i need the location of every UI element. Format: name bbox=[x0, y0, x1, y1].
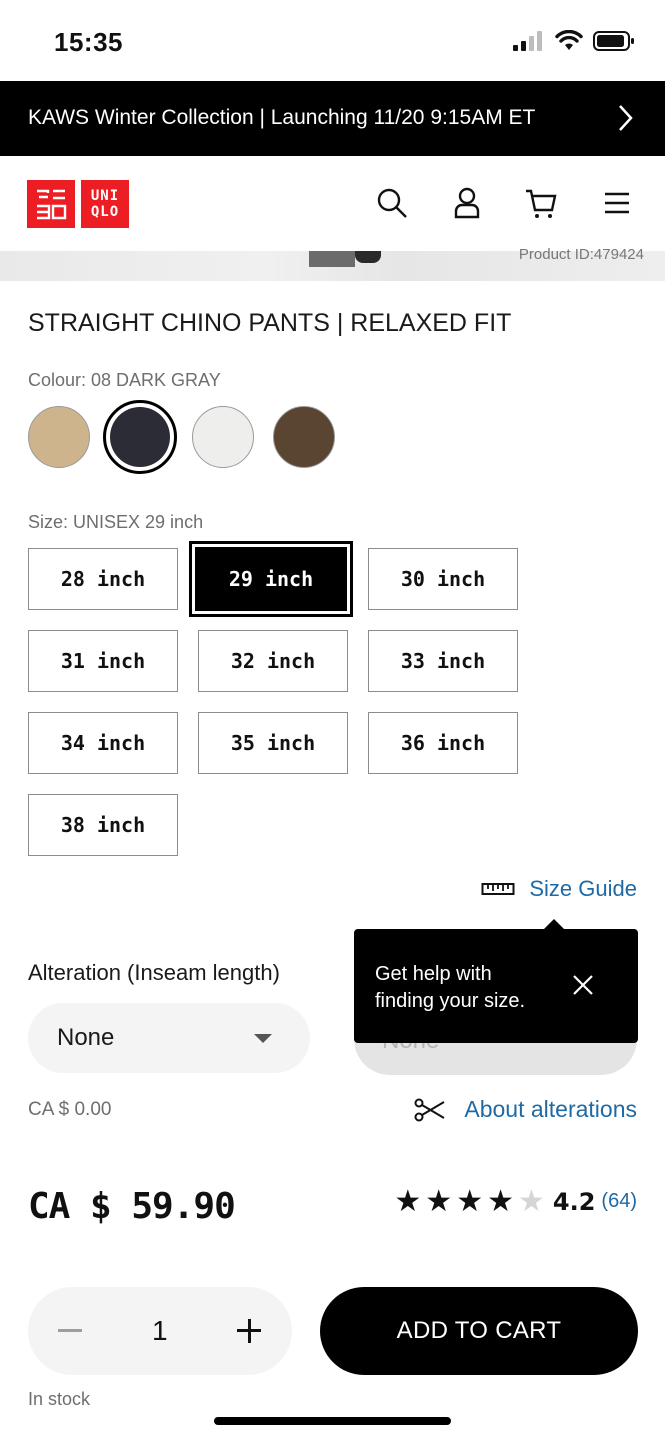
image-indicator bbox=[309, 251, 355, 267]
tooltip-text: Get help with finding your size. bbox=[375, 963, 526, 1012]
ruler-icon bbox=[481, 881, 515, 897]
cart-icon[interactable] bbox=[524, 186, 558, 220]
size-option-34-inch[interactable]: 34 inch bbox=[28, 712, 178, 774]
size-option-38-inch[interactable]: 38 inch bbox=[28, 794, 178, 856]
search-icon[interactable] bbox=[375, 186, 409, 220]
colour-swatch-off-white[interactable] bbox=[192, 406, 254, 468]
logo-katakana bbox=[27, 180, 75, 228]
about-alterations-label: About alterations bbox=[464, 1096, 637, 1122]
image-fragment bbox=[355, 251, 381, 263]
plus-icon[interactable] bbox=[237, 1319, 261, 1343]
scissors-icon bbox=[414, 1098, 446, 1122]
menu-icon[interactable] bbox=[600, 186, 634, 220]
add-to-cart-button[interactable]: ADD TO CART bbox=[320, 1287, 638, 1375]
size-option-36-inch[interactable]: 36 inch bbox=[368, 712, 518, 774]
colour-swatch-dark-gray[interactable] bbox=[103, 400, 177, 474]
rating-value: 4.2 bbox=[552, 1187, 596, 1216]
star-icon: ★ bbox=[456, 1185, 484, 1218]
alteration-label: Alteration (Inseam length) bbox=[28, 960, 280, 985]
alteration-value: None bbox=[57, 1024, 115, 1051]
size-option-30-inch[interactable]: 30 inch bbox=[368, 548, 518, 610]
site-header bbox=[0, 156, 665, 252]
star-icon: ★ bbox=[394, 1185, 422, 1218]
product-id: Product ID:479424 bbox=[518, 246, 644, 263]
alteration-price: CA $ 0.00 bbox=[28, 1099, 112, 1120]
minus-icon[interactable] bbox=[58, 1329, 82, 1332]
uniqlo-logo[interactable] bbox=[27, 180, 129, 228]
colour-label: Colour: 08 DARK GRAY bbox=[28, 370, 221, 390]
logo-latin: UNI QLO bbox=[81, 180, 129, 228]
status-time: 15:35 bbox=[54, 27, 123, 57]
caret-down-icon bbox=[254, 1034, 272, 1043]
product-rating[interactable] bbox=[394, 1184, 637, 1219]
status-bar bbox=[0, 0, 665, 80]
signal-icon bbox=[513, 30, 545, 52]
size-help-tooltip bbox=[354, 929, 638, 1043]
size-option-35-inch[interactable]: 35 inch bbox=[198, 712, 348, 774]
colour-swatch-beige[interactable] bbox=[28, 406, 90, 468]
size-guide-link[interactable] bbox=[481, 876, 637, 902]
product-price: CA $ 59.90 bbox=[28, 1186, 235, 1227]
wifi-icon bbox=[555, 30, 583, 52]
size-option-32-inch[interactable]: 32 inch bbox=[198, 630, 348, 692]
star-icon: ★ bbox=[487, 1185, 514, 1218]
quantity-stepper bbox=[28, 1287, 292, 1375]
colour-swatch-brown[interactable] bbox=[273, 406, 335, 468]
size-guide-label: Size Guide bbox=[529, 876, 637, 901]
stock-status: In stock bbox=[28, 1389, 91, 1409]
close-icon[interactable] bbox=[572, 974, 594, 996]
star-icon: ★ bbox=[425, 1185, 453, 1218]
size-label: Size: UNISEX 29 inch bbox=[28, 512, 204, 532]
review-count[interactable]: (64) bbox=[601, 1190, 637, 1212]
status-icons bbox=[513, 30, 635, 52]
size-option-31-inch[interactable]: 31 inch bbox=[28, 630, 178, 692]
product-title: STRAIGHT CHINO PANTS | RELAXED FIT bbox=[28, 309, 512, 337]
chevron-right-icon[interactable] bbox=[615, 103, 635, 133]
announcement-text: KAWS Winter Collection | Launching 11/20 9:15AM ET bbox=[28, 106, 536, 129]
announcement-bar[interactable] bbox=[0, 81, 665, 156]
alteration-select[interactable] bbox=[28, 1003, 310, 1073]
katakana-glyph-icon bbox=[34, 187, 68, 221]
about-alterations-link[interactable] bbox=[414, 1096, 637, 1123]
swatch-fill bbox=[110, 407, 170, 467]
quantity-value: 1 bbox=[152, 1315, 168, 1346]
size-option-33-inch[interactable]: 33 inch bbox=[368, 630, 518, 692]
star-empty-icon: ★ bbox=[518, 1185, 545, 1218]
size-option-29-inch[interactable]: 29 inch bbox=[195, 547, 347, 611]
home-indicator bbox=[214, 1417, 451, 1425]
account-icon[interactable] bbox=[450, 186, 484, 220]
size-option-28-inch[interactable]: 28 inch bbox=[28, 548, 178, 610]
battery-icon bbox=[593, 30, 635, 52]
